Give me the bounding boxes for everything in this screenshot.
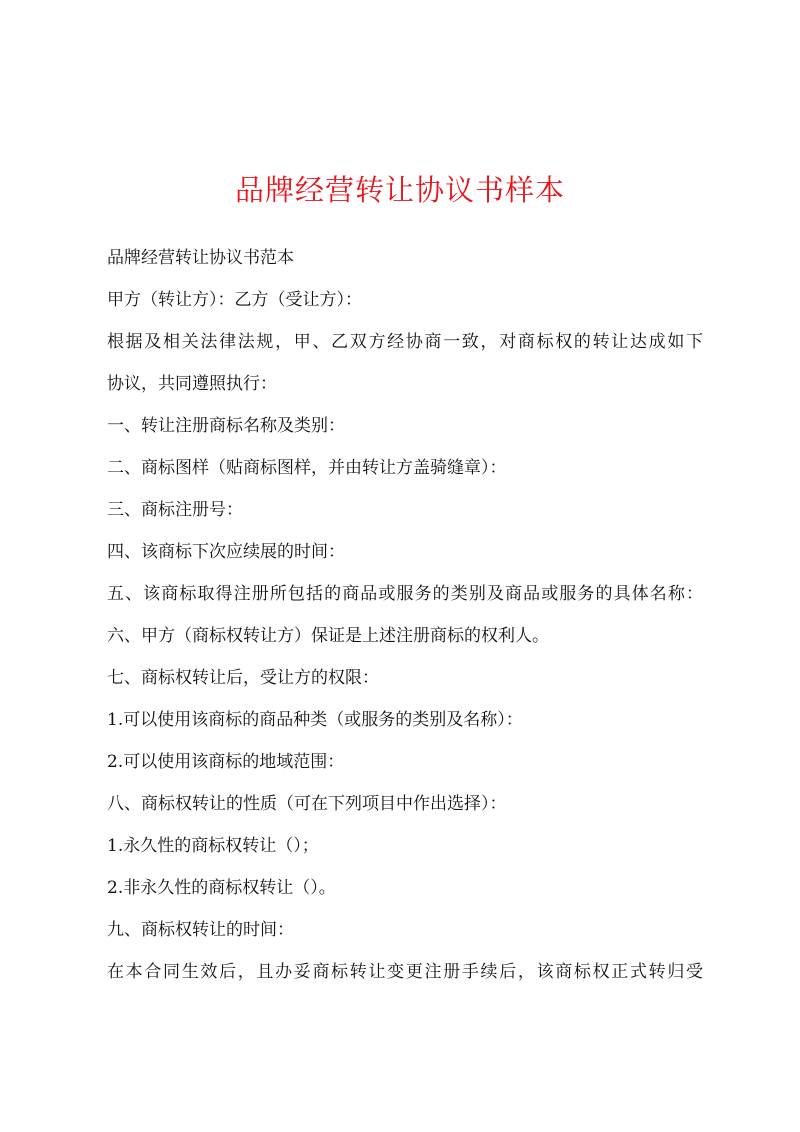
paragraph-line: 七、商标权转让后，受让方的权限： <box>107 668 379 688</box>
paragraph-line: 1.可以使用该商标的商品种类（或服务的类别及名称）： <box>107 710 523 730</box>
document-body <box>107 237 703 993</box>
document-title: 品牌经营转让协议书样本 <box>234 173 565 207</box>
paragraph-line: 四、该商标下次应续展的时间： <box>107 542 345 562</box>
paragraph-line: 八、商标权转让的性质（可在下列项目中作出选择）： <box>107 794 507 814</box>
paragraph-line: 三、商标注册号： <box>107 500 243 520</box>
paragraph-line: 协议，共同遵照执行： <box>107 374 277 394</box>
paragraph-line: 一、转让注册商标名称及类别： <box>107 416 345 436</box>
paragraph-line: 甲方（转让方）：乙方（受让方）： <box>107 290 362 310</box>
paragraph-line: 在本合同生效后，且办妥商标转让变更注册手续后，该商标权正式转归受 <box>107 962 703 982</box>
paragraph-line: 品牌经营转让协议书范本 <box>107 248 294 268</box>
paragraph-line: 九、商标权转让的时间： <box>107 920 294 940</box>
paragraph-line: 2.可以使用该商标的地域范围： <box>107 752 345 772</box>
paragraph-line: 六、甲方（商标权转让方）保证是上述注册商标的权利人。 <box>107 626 549 646</box>
paragraph-line: 1.永久性的商标权转让（）； <box>107 836 319 856</box>
paragraph-line: 五、该商标取得注册所包括的商品或服务的类别及商品或服务的具体名称： <box>107 584 703 604</box>
paragraph-line: 2.非永久性的商标权转让（）。 <box>107 878 336 898</box>
paragraph-line: 二、商标图样（贴商标图样，并由转让方盖骑缝章）： <box>107 458 507 478</box>
paragraph-line: 根据及相关法律法规，甲、乙双方经协商一致，对商标权的转让达成如下 <box>107 332 703 352</box>
